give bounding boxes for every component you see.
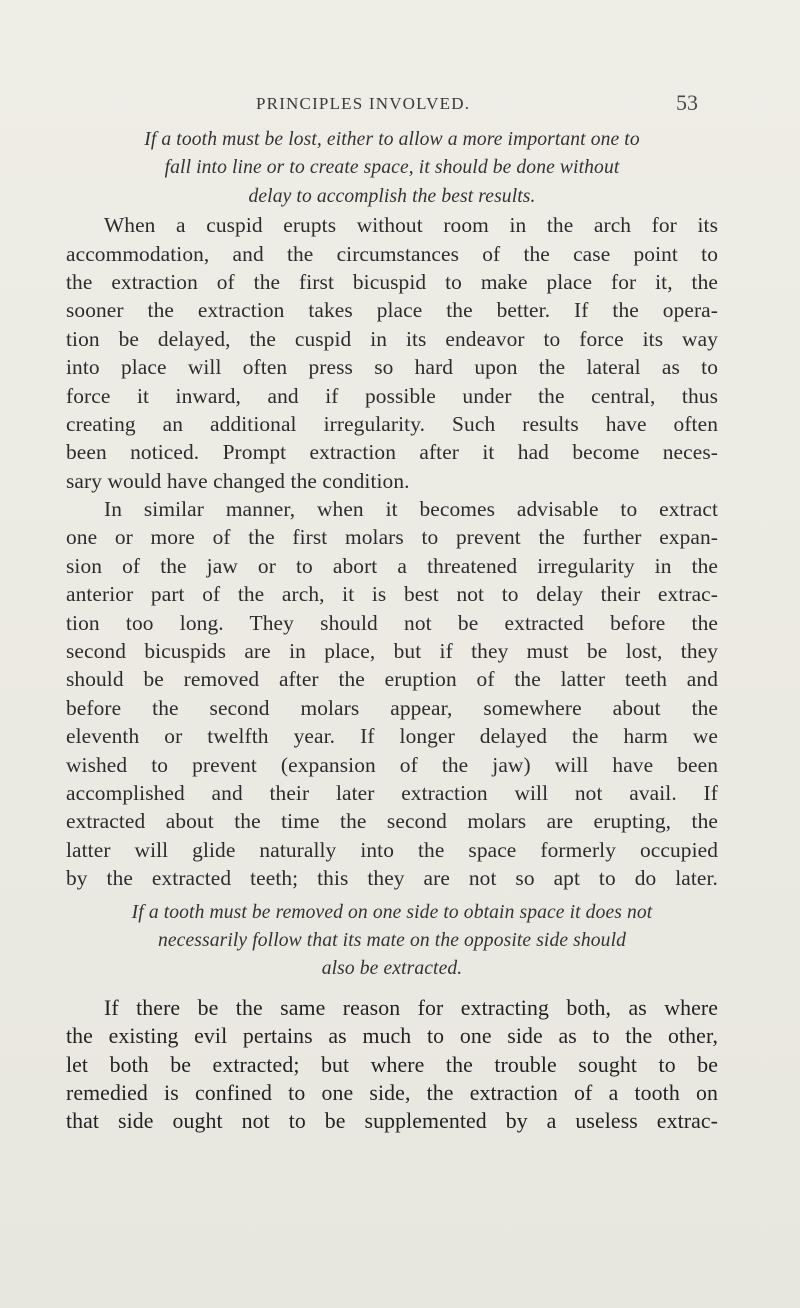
text-line: tion be delayed, the cuspid in its endeavor to force its way — [66, 326, 718, 351]
text-line: been noticed. Prompt extraction after it had become neces- — [66, 440, 718, 465]
page-number: 53 — [676, 90, 698, 115]
text-line: one or more of the first molars to prevent the further expan- — [66, 525, 718, 550]
text-line: tion too long. They should not be extracted before the — [66, 610, 718, 635]
text-line: should be removed after the eruption of the latter teeth and — [66, 667, 718, 692]
text-line: let both be extracted; but where the trouble sought to be — [66, 1052, 718, 1077]
rule-heading-1 — [66, 126, 718, 211]
text-line: In similar manner, when it becomes advisable to extract — [104, 497, 718, 522]
running-title: PRINCIPLES INVOLVED. — [256, 94, 471, 113]
text-line: the extraction of the first bicuspid to make place for it, the — [66, 269, 718, 294]
text-line: that side ought not to be supplemented by a useless extrac- — [66, 1109, 718, 1134]
text-line: into place will often press so hard upon the lateral as to — [66, 355, 718, 380]
text-line: sion of the jaw or to abort a threatened irregularity in the — [66, 553, 718, 578]
text-line: sooner the extraction takes place the better. If the opera- — [66, 298, 718, 323]
text-line: extracted about the time the second molars are erupting, the — [66, 809, 718, 834]
text-line: If there be the same reason for extracting both, as where — [104, 995, 718, 1020]
rule-line: delay to accomplish the best results. — [248, 185, 536, 207]
text-line: latter will glide naturally into the space formerly occupied — [66, 837, 718, 862]
running-head — [0, 90, 800, 118]
text-line: creating an additional irregularity. Such results have often — [66, 411, 718, 436]
text-line: anterior part of the arch, it is best not to delay their extrac- — [66, 582, 718, 607]
text-line: accomplished and their later extraction will not avail. If — [66, 780, 718, 805]
paragraph-molars — [66, 495, 718, 892]
text-line: When a cuspid erupts without room in the arch for its — [104, 213, 718, 238]
rule-line: necessarily follow that its mate on the opposite side should — [157, 929, 627, 951]
rule-heading-2 — [66, 899, 718, 984]
rule-line: If a tooth must be removed on one side to obtain space it does not — [131, 901, 653, 923]
text-line: by the extracted teeth; this they are not so apt to do later. — [66, 866, 718, 891]
body-text — [66, 126, 718, 1136]
paragraph-both-sides — [66, 994, 718, 1136]
text-line: accommodation, and the circumstances of the case point to — [66, 241, 718, 266]
text-line: wished to prevent (expansion of the jaw) will have been — [66, 752, 718, 777]
text-line: sary would have changed the condition. — [66, 468, 410, 493]
rule-line: also be extracted. — [321, 958, 463, 980]
rule-line: fall into line or to create space, it should be done without — [164, 157, 620, 179]
text-line: second bicuspids are in place, but if they must be lost, they — [66, 639, 718, 664]
rule-line: If a tooth must be lost, either to allow a more important one to — [144, 129, 640, 150]
paragraph-cuspid — [66, 211, 718, 495]
text-line: eleventh or twelfth year. If longer delayed the harm we — [66, 724, 718, 749]
text-line: before the second molars appear, somewhere about the — [66, 695, 718, 720]
text-line: the existing evil pertains as much to one side as to the other, — [66, 1024, 718, 1049]
text-line: force it inward, and if possible under the central, thus — [66, 383, 718, 408]
text-line: remedied is confined to one side, the extraction of a tooth on — [66, 1080, 718, 1105]
